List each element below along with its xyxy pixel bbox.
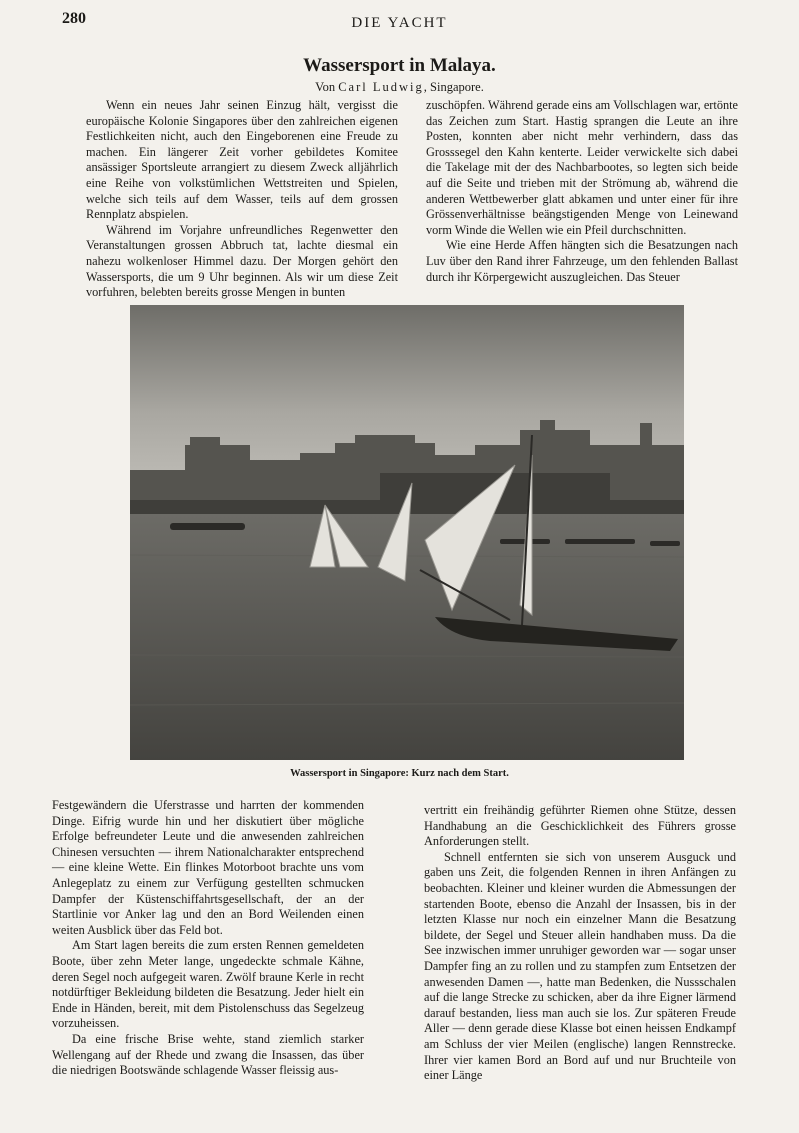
column-top-left xyxy=(86,98,398,301)
paragraph: Wenn ein neues Jahr seinen Einzug hält, vergisst die europäische Kolonie Singapores über den zahlreichen eigenen Festlichkeiten nicht, auch den Eingeborenen eine Freude zu machen. Ein längerer Zeit vorher gebildetes Komitee ansässiger Sportsleute arrangiert zu diesem Zweck alljährlich eine Reihe von volkstümlichen Wettstreiten und Spielen, welche sich teils auf dem Wasser, teils auf dem grossen Rennplatz abspielen. xyxy=(86,98,398,222)
paragraph: Festgewändern die Uferstrasse und harrten der kommenden Dinge. Eifrig wurde hin und her diskutiert über mögliche Erfolge befreundeter Leute und die anwesenden zahlreichen Chinesen versuchten — ihrem Nationalcharakter entsprechend — eine kleine Wette. Ein flinkes Motorboot brachte uns vom Anlegeplatz zu einem zur Verfügung gestellten schmucken Dampfer der Küstenschiffahrtsgesellschaft, der an der Startlinie vor Anker lag und den an Bord Weilenden einen weiten Ausblick über das Feld bot. xyxy=(52,798,364,937)
column-bottom-left xyxy=(52,798,364,1079)
photo-illustration xyxy=(130,305,684,760)
article-title: Wassersport in Malaya. xyxy=(303,55,496,76)
paragraph: Wie eine Herde Affen hängten sich die Besatzungen nach Luv über den Rand ihrer Fahrzeuge, um den fehlenden Ballast durch ihr Körpergewicht auszugleichen. Das Steuer xyxy=(426,238,738,284)
paragraph: vertritt ein freihändig geführter Riemen ohne Stütze, dessen Handhabung an die Geschicklichkeit des Führers grosse Anforderungen stellt. xyxy=(424,803,736,849)
page-number: 280 xyxy=(62,10,86,27)
paragraph: Am Start lagen bereits die zum ersten Rennen gemeldeten Boote, über zehn Meter lange, ungedeckte schmale Kähne, deren Segel noch aufgegeit waren. Zwölf braune Kerle in recht notdürftiger Bekleidung bildeten die Besatzung. Jeder hielt ein Ende in Händen, bereit, mit dem Pistolenschuss das Segelzeug vorzuheissen. xyxy=(52,938,364,1031)
paragraph: zuschöpfen. Während gerade eins am Vollschlagen war, ertönte das Zeichen zum Start. Hastig sprangen die Leute an ihre Posten, konnten aber nicht mehr verhindern, dass das Grosssegel den Kahn kenterte. Leider verwickelte sich dabei die Takelage mit der des Nachbarbootes, so legten sich beide auf die Seite und trieben mit der Strömung ab, während die anderen Wettbewerber glatt abkamen und unter einer für ihre Grössenverhältnisse beängstigenden Menge von Leinewand vorm Winde die Wellen wie ein Pfeil durchschnitten. xyxy=(426,98,738,237)
author-name: Carl Ludwig xyxy=(338,80,424,94)
photo-caption: Wassersport in Singapore: Kurz nach dem Start. xyxy=(290,768,509,779)
byline-prefix: Von xyxy=(315,80,339,94)
paragraph: Während im Vorjahre unfreundliches Regenwetter den Veranstaltungen grossen Abbruch tat, lachte diesmal ein nahezu wolkenloser Himmel dazu. Der Morgen gehört den Wassersports, die um 9 Uhr beginnen. Als wir um diese Zeit vorfuhren, belebten bereits grosse Mengen in bunten xyxy=(86,222,398,300)
paragraph: Da eine frische Brise wehte, stand ziemlich starker Wellengang auf der Rhede und zwang die Insassen, das über die niedrigen Bootswände schlagende Wasser fleissig aus- xyxy=(52,1031,364,1078)
harbor-sailing-photo xyxy=(130,305,684,760)
column-bottom-right xyxy=(424,803,736,1084)
byline xyxy=(0,80,799,95)
column-top-right xyxy=(426,98,738,285)
paragraph: Schnell entfernten sie sich von unserem Ausguck und gaben uns Zeit, die folgenden Rennen in ihren Anfängen zu beobachten. Kleiner und kleiner wurden die Abmessungen der startenden Boote, ebenso die Anzahl der Insassen, bis in der letzten Klasse nur noch ein einzelner Mann die Besatzung bildete, der Segel und Steuer allein handhaben muss. Da die See inzwischen immer unruhiger geworden war — sogar unser Dampfer fing an zu rollen und zu stampfen zum Entsetzen der anwesenden Damen —, hatte man Bedenken, die Nussschalen auf die lange Strecke zu schicken, aber da ihre Eigner lärmend darauf bestanden, liess man auch sie los. Zur späteren Freude Aller — denn gerade diese Klasse bot einen heissen Endkampf am Schluss der vier Meilen (englische) langen Rennstrecke. Ihrer vier kamen Bord an Bord auf und nur Bruchteile von einer Länge xyxy=(424,849,736,1083)
byline-suffix: , Singapore. xyxy=(423,80,484,94)
running-head: DIE YACHT xyxy=(351,15,448,31)
